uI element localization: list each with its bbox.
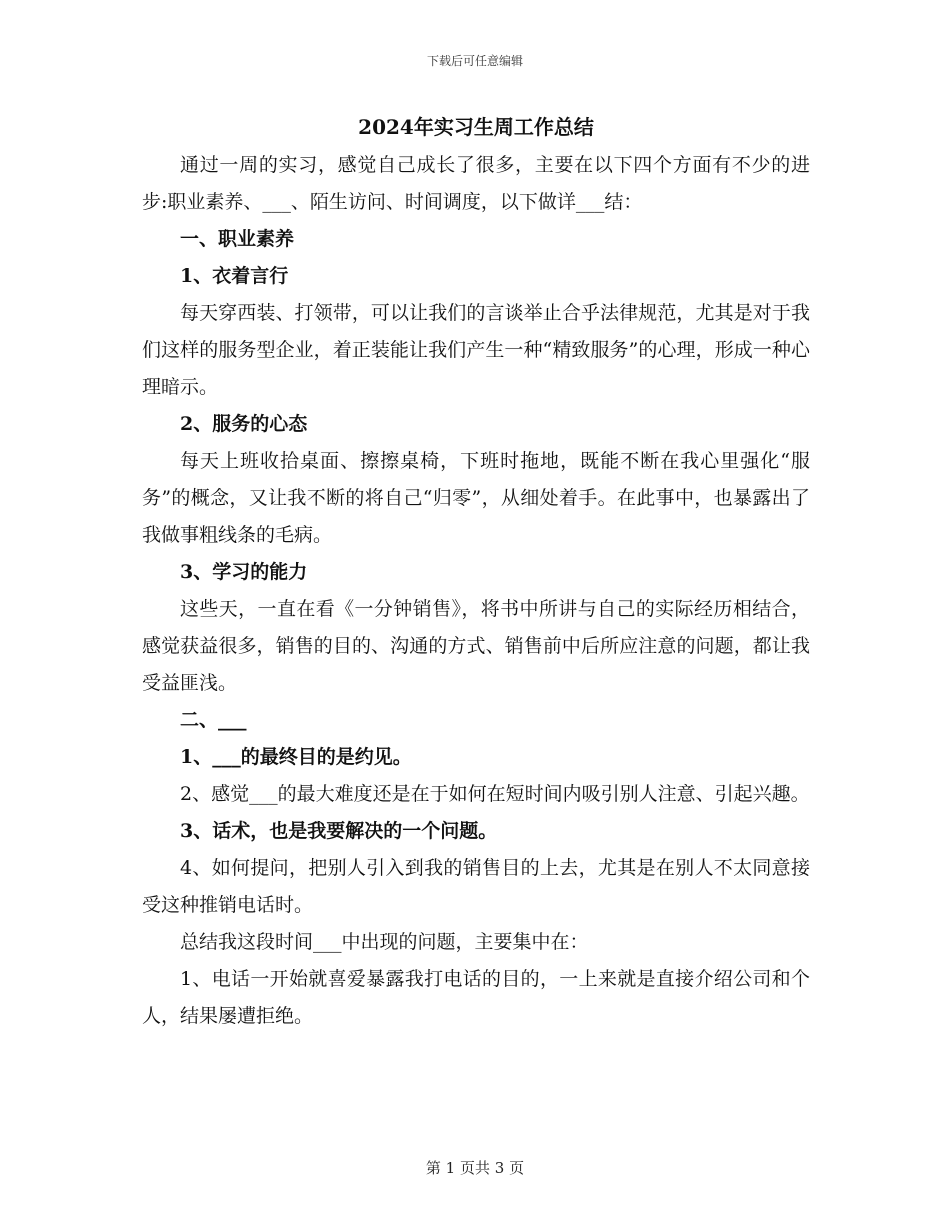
document-body xyxy=(142,112,810,1035)
paragraph-1-1: 每天穿西装、打领带，可以让我们的言谈举止合乎法律规范，尤其是对于我们这样的服务型企业，着正装能让我们产生一种“精致服务”的心理，形成一种心理暗示。 xyxy=(142,302,810,398)
subheading-1-2: 2、服务的心态 xyxy=(180,413,308,435)
page-number: 第 1 页共 3 页 xyxy=(425,1159,525,1177)
heading-section-2: 二、___ xyxy=(180,709,247,731)
paragraph-1-2: 每天上班收拾桌面、擦擦桌椅，下班时拖地，既能不断在我心里强化“服务”的概念，又让我不断的将自己“归零”，从细处着手。在此事中，也暴露出了我做事粗线条的毛病。 xyxy=(142,450,810,546)
subheading-1-3: 3、学习的能力 xyxy=(180,561,308,583)
header-note: 下载后可任意编辑 xyxy=(426,54,523,68)
document-title: 2024年实习生周工作总结 xyxy=(358,115,594,139)
point-2-1: 1、___的最终目的是约见。 xyxy=(180,746,412,768)
point-2-3: 3、话术，也是我要解决的一个问题。 xyxy=(180,820,498,842)
subheading-1-1: 1、衣着言行 xyxy=(180,265,289,287)
paragraph-intro: 通过一周的实习，感觉自己成长了很多，主要在以下四个方面有不少的进步:职业素养、___、陌生访问、时间调度，以下做详___结： xyxy=(142,154,810,213)
point-2-2: 2、感觉___的最大难度还是在于如何在短时间内吸引别人注意、引起兴趣。 xyxy=(180,783,810,805)
point-2-4: 4、如何提问，把别人引入到我的销售目的上去，尤其是在别人不太同意接受这种推销电话时。 xyxy=(142,857,810,916)
summary-point-1: 1、电话一开始就喜爱暴露我打电话的目的，一上来就是直接介绍公司和个人，结果屡遭拒绝。 xyxy=(142,968,810,1027)
paragraph-summary: 总结我这段时间___中出现的问题，主要集中在： xyxy=(180,931,589,953)
heading-section-1: 一、职业素养 xyxy=(180,228,295,250)
paragraph-1-3: 这些天，一直在看《一分钟销售》，将书中所讲与自己的实际经历相结合，感觉获益很多，销售的目的、沟通的方式、销售前中后所应注意的问题，都让我受益匪浅。 xyxy=(142,598,810,694)
